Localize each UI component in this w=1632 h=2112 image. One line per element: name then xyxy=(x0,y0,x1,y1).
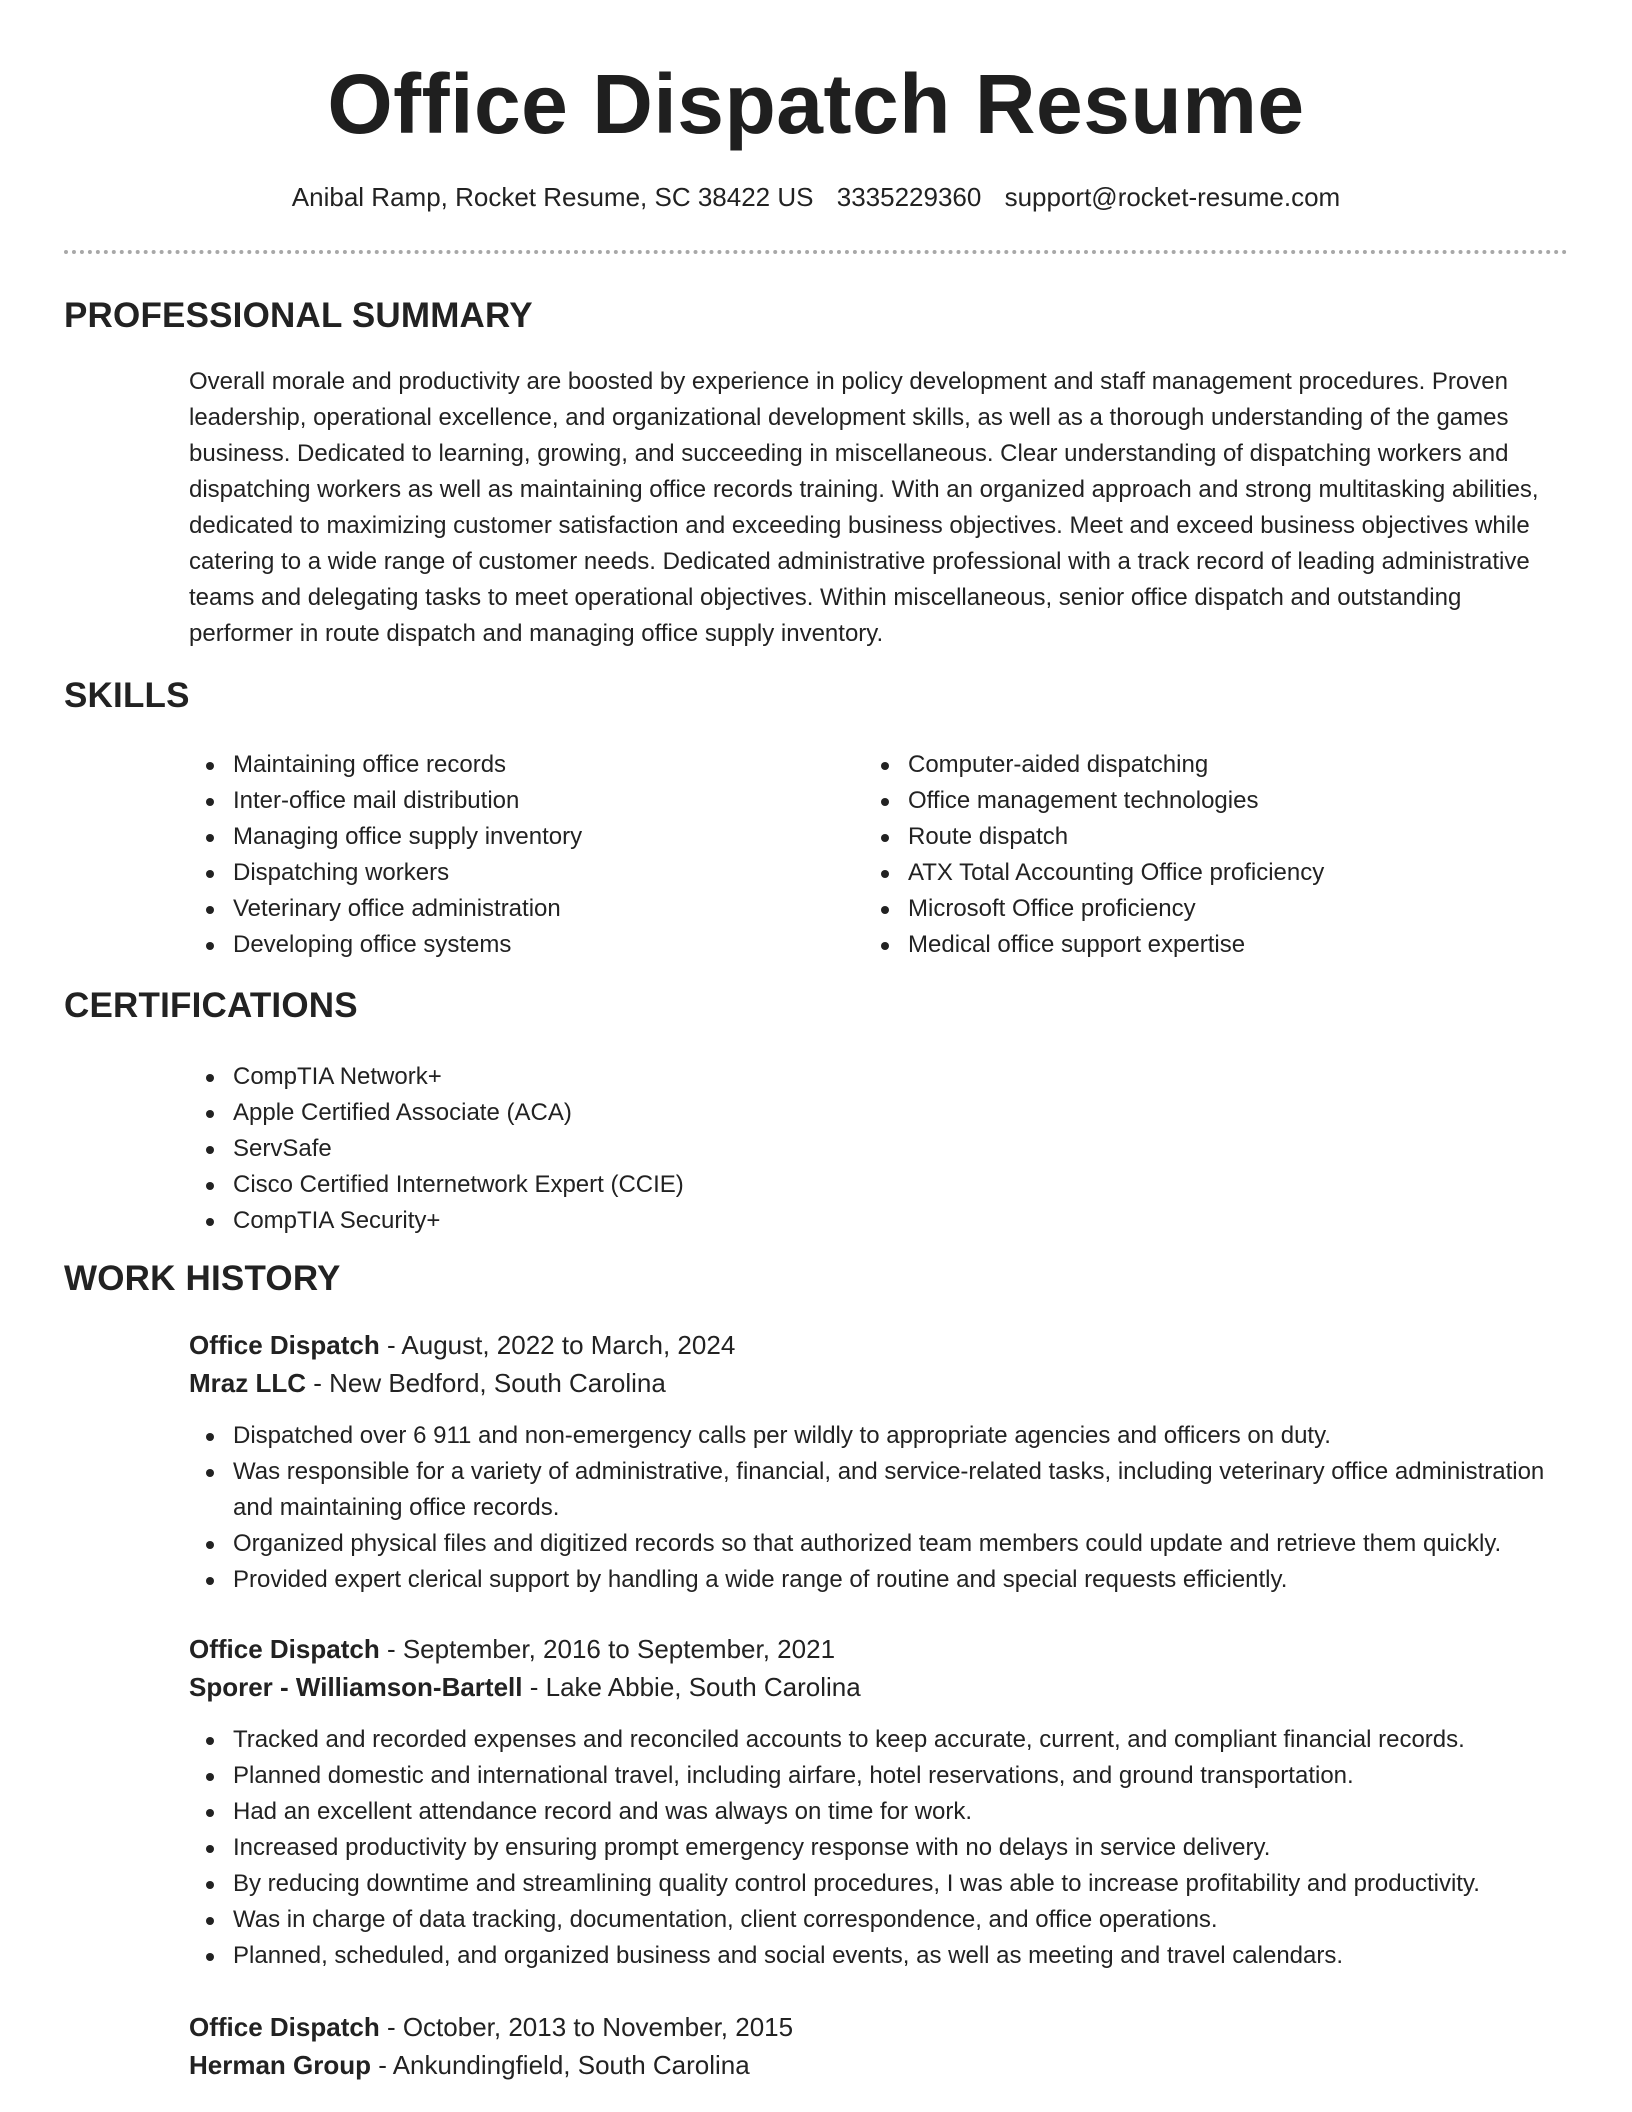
skill-item: Managing office supply inventory xyxy=(189,819,829,855)
summary-text: Overall morale and productivity are boosted by experience in policy development and staff management procedures. Proven leadership, operational excellence, and organizational development skills, as well as a thorough understanding of the games business. Dedicated to learning, growing, and succeeding in miscellaneous. Clear understanding of dispatching workers and dispatching workers as well as maintaining office records training. With an organized approach and strong multitasking abilities, dedicated to maximizing customer satisfaction and exceeding business objectives. Meet and exceed business objectives while catering to a wide range of customer needs. Dedicated administrative professional with a track record of leading administrative teams and delegating tasks to meet operational objectives. Within miscellaneous, senior office dispatch and outstanding performer in route dispatch and managing office supply inventory. xyxy=(189,368,1539,647)
skills-heading: SKILLS xyxy=(64,676,190,715)
job-title-line xyxy=(189,1630,1579,1668)
contact-address: Anibal Ramp, Rocket Resume, SC 38422 US xyxy=(291,182,814,212)
job-dates: - August, 2022 to March, 2024 xyxy=(379,1330,736,1360)
certification-item: Cisco Certified Internetwork Expert (CCIE) xyxy=(189,1167,1089,1203)
skills-left-column xyxy=(189,747,829,963)
skill-item: Medical office support expertise xyxy=(864,927,1504,963)
job-bullet: Was in charge of data tracking, documentation, client correspondence, and office operations. xyxy=(189,1902,1579,1938)
job-title-line xyxy=(189,1326,1579,1364)
job-dates: - October, 2013 to November, 2015 xyxy=(379,2012,794,2042)
summary-heading: PROFESSIONAL SUMMARY xyxy=(64,296,533,335)
skill-item: Route dispatch xyxy=(864,819,1504,855)
certifications-list-wrap xyxy=(189,1059,1089,1239)
certifications-heading: CERTIFICATIONS xyxy=(64,986,358,1025)
contact-email: support@rocket-resume.com xyxy=(1004,182,1341,212)
skills-left-list xyxy=(189,747,829,963)
skills-right-list xyxy=(864,747,1504,963)
job-title-line xyxy=(189,2008,1579,2046)
skills-right-column xyxy=(864,747,1504,963)
resume-title: Office Dispatch Resume xyxy=(327,57,1305,151)
job-entry xyxy=(189,2008,1579,2084)
job-bullet: Tracked and recorded expenses and reconciled accounts to keep accurate, current, and compliant financial records. xyxy=(189,1722,1579,1758)
job-location: - Lake Abbie, South Carolina xyxy=(522,1672,861,1702)
contact-line xyxy=(0,182,1632,213)
skill-item: Computer-aided dispatching xyxy=(864,747,1504,783)
header-divider xyxy=(64,250,1568,254)
job-company-line xyxy=(189,2046,1579,2084)
job-bullet: Planned, scheduled, and organized business and social events, as well as meeting and travel calendars. xyxy=(189,1938,1579,1974)
job-bullet: Was responsible for a variety of administrative, financial, and service-related tasks, including veterinary office administration and maintaining office records. xyxy=(189,1454,1579,1526)
job-entry xyxy=(189,1630,1579,1974)
skill-item: Dispatching workers xyxy=(189,855,829,891)
job-company: Herman Group xyxy=(189,2050,372,2080)
job-role: Office Dispatch xyxy=(189,1330,380,1360)
job-bullets xyxy=(189,1418,1579,1598)
job-bullet: Had an excellent attendance record and was always on time for work. xyxy=(189,1794,1579,1830)
certification-item: Apple Certified Associate (ACA) xyxy=(189,1095,1089,1131)
job-bullet: Dispatched over 6 911 and non-emergency calls per wildly to appropriate agencies and officers on duty. xyxy=(189,1418,1579,1454)
job-bullet: By reducing downtime and streamlining quality control procedures, I was able to increase profitability and productivity. xyxy=(189,1866,1579,1902)
skill-item: Office management technologies xyxy=(864,783,1504,819)
job-role: Office Dispatch xyxy=(189,2012,380,2042)
skill-item: Inter-office mail distribution xyxy=(189,783,829,819)
skill-item: Developing office systems xyxy=(189,927,829,963)
job-bullets xyxy=(189,1722,1579,1974)
skill-item: ATX Total Accounting Office proficiency xyxy=(864,855,1504,891)
job-company-line xyxy=(189,1364,1579,1402)
job-bullet: Provided expert clerical support by handling a wide range of routine and special requests efficiently. xyxy=(189,1562,1579,1598)
job-entry xyxy=(189,1326,1579,1598)
skill-item: Microsoft Office proficiency xyxy=(864,891,1504,927)
job-location: - New Bedford, South Carolina xyxy=(306,1368,666,1398)
job-bullet: Organized physical files and digitized records so that authorized team members could update and retrieve them quickly. xyxy=(189,1526,1579,1562)
job-location: - Ankundingfield, South Carolina xyxy=(371,2050,750,2080)
job-role: Office Dispatch xyxy=(189,1634,380,1664)
certification-item: CompTIA Network+ xyxy=(189,1059,1089,1095)
job-company: Mraz LLC xyxy=(189,1368,306,1398)
certification-item: ServSafe xyxy=(189,1131,1089,1167)
job-company: Sporer - Williamson-Bartell xyxy=(189,1672,523,1702)
work-history-heading: WORK HISTORY xyxy=(64,1259,341,1298)
skill-item: Maintaining office records xyxy=(189,747,829,783)
certifications-list xyxy=(189,1059,1089,1239)
job-dates: - September, 2016 to September, 2021 xyxy=(379,1634,836,1664)
contact-phone: 3335229360 xyxy=(836,182,982,212)
job-company-line xyxy=(189,1668,1579,1706)
certification-item: CompTIA Security+ xyxy=(189,1203,1089,1239)
skill-item: Veterinary office administration xyxy=(189,891,829,927)
job-bullet: Increased productivity by ensuring prompt emergency response with no delays in service delivery. xyxy=(189,1830,1579,1866)
job-bullet: Planned domestic and international travel, including airfare, hotel reservations, and ground transportation. xyxy=(189,1758,1579,1794)
